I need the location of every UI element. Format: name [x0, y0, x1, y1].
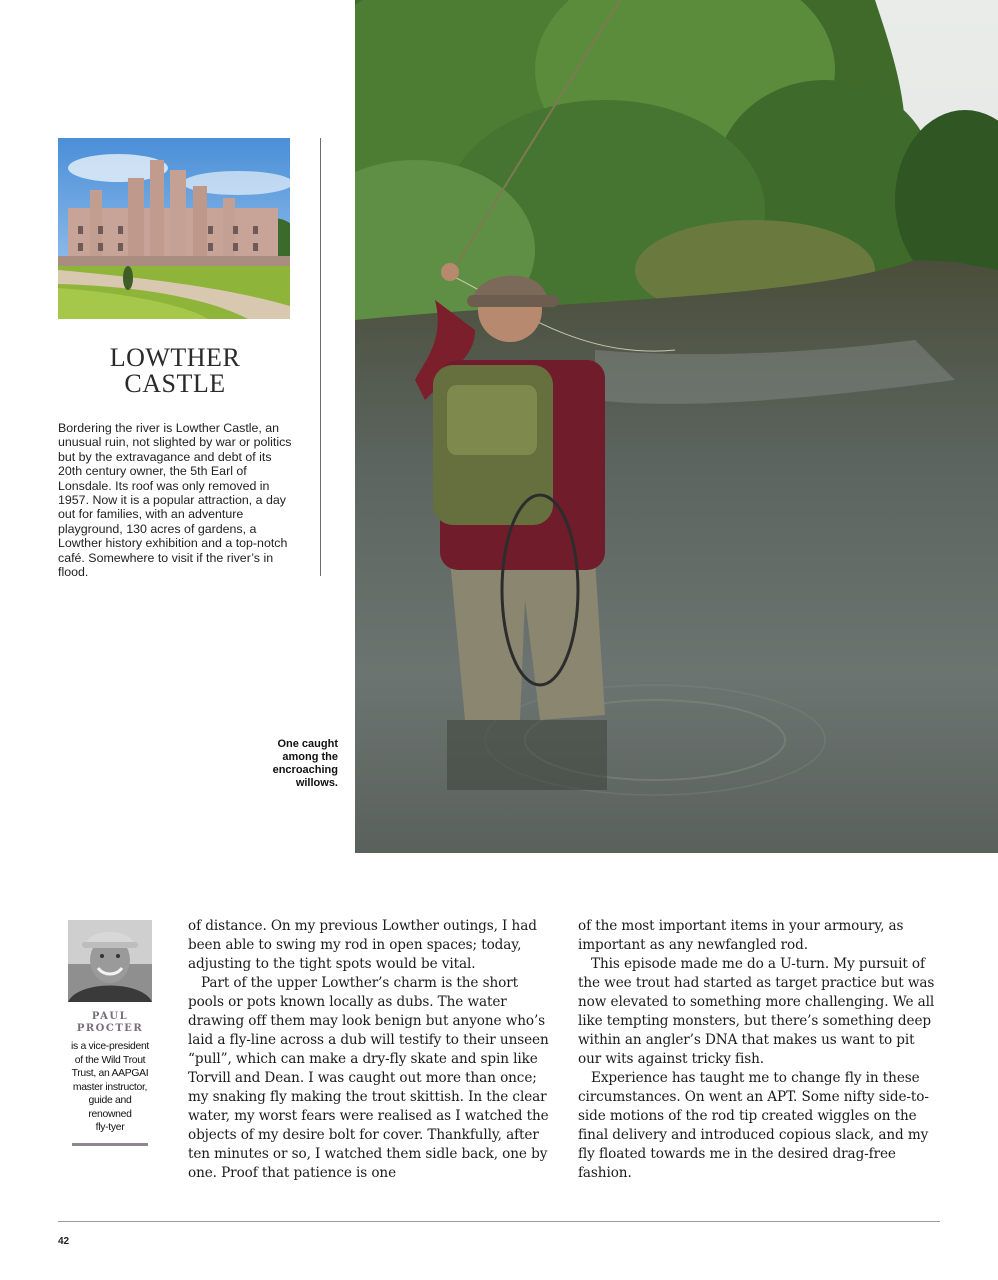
article-column-left [188, 917, 550, 1183]
article-paragraph: Part of the upper Lowther’s charm is the short pools or pots known locally as dubs. The water drawing off them may look benign but anyone who’s laid a fly-line across a dub will testify to their unseen “pull”, which can make a dry-fly skate and spin like Torvill and Dean. I was caught out more than once; my snaking fly making the trout skittish. In the clear water, my worst fears were realised as I watched the objects of my desire bolt for cover. Thankfully, after ten minutes or so, I watched them sidle back, one by one. Proof that patience is one [188, 975, 549, 1181]
author-bio-line: master instructor, [72, 1081, 148, 1093]
author-bio-line: renowned [88, 1108, 132, 1120]
caption-line: willows. [295, 777, 338, 789]
author-name [62, 1011, 158, 1035]
article-paragraph: of the most important items in your armoury, as important as any newfangled rod. [578, 918, 904, 953]
sidebar-heading-line2: CASTLE [124, 369, 226, 398]
hero-photo [355, 0, 998, 853]
article-paragraph: Experience has taught me to change fly in these circumstances. On went an APT. Some nifty side-to-side motions of the rod tip created wiggles on the final delivery and introduced copious slack, and my fly floated towards me in the desired drag-free fashion. [578, 1070, 929, 1181]
castle-photo [58, 138, 290, 319]
caption-line: among the [282, 751, 338, 763]
sidebar-heading-line1: LOWTHER [109, 343, 241, 372]
footer-divider [58, 1221, 940, 1222]
article-column-right [578, 917, 940, 1183]
author-avatar [68, 920, 152, 1002]
author-bio-line: guide and [88, 1095, 132, 1106]
article-paragraph: This episode made me do a U-turn. My pursuit of the wee trout had started as target practice but was now elevated to something more challenging. We all like tempting monsters, but there’s something deep within an angler’s DNA that makes us want to pit our wits against tricky fish. [578, 956, 935, 1067]
author-last-name: PROCTER [76, 1023, 144, 1034]
author-bio-line: fly-tyer [95, 1122, 125, 1133]
photo-caption [236, 738, 338, 790]
author-first-name: PAUL [91, 1011, 129, 1022]
page-number: 42 [58, 1236, 70, 1247]
sidebar-text: Bordering the river is Lowther Castle, an unusual ruin, not slighted by war or politics but by the extravagance and debt of its 20th century owner, the 5th Earl of Lonsdale. Its roof was only removed in 1957. Now it is a popular attraction, a day out for families, with an adventure playground, 130 acres of gardens, a Lowther history exhibition and a top-notch café. Somewhere to visit if the river’s in flood. [58, 421, 292, 580]
author-bio-line: is a vice-president [70, 1041, 150, 1052]
sidebar-heading [58, 345, 292, 397]
sidebar-divider [320, 138, 321, 576]
caption-line: encroaching [272, 764, 338, 776]
author-bio-line: Trust, an AAPGAI [71, 1068, 149, 1079]
author-bio [66, 1040, 154, 1135]
author-bio-line: of the Wild Trout [74, 1054, 146, 1066]
caption-line: One caught [277, 738, 338, 750]
author-divider [72, 1143, 148, 1146]
article-paragraph: of distance. On my previous Lowther outings, I had been able to swing my rod in open spaces; today, adjusting to the tight spots would be vital. [188, 918, 537, 972]
